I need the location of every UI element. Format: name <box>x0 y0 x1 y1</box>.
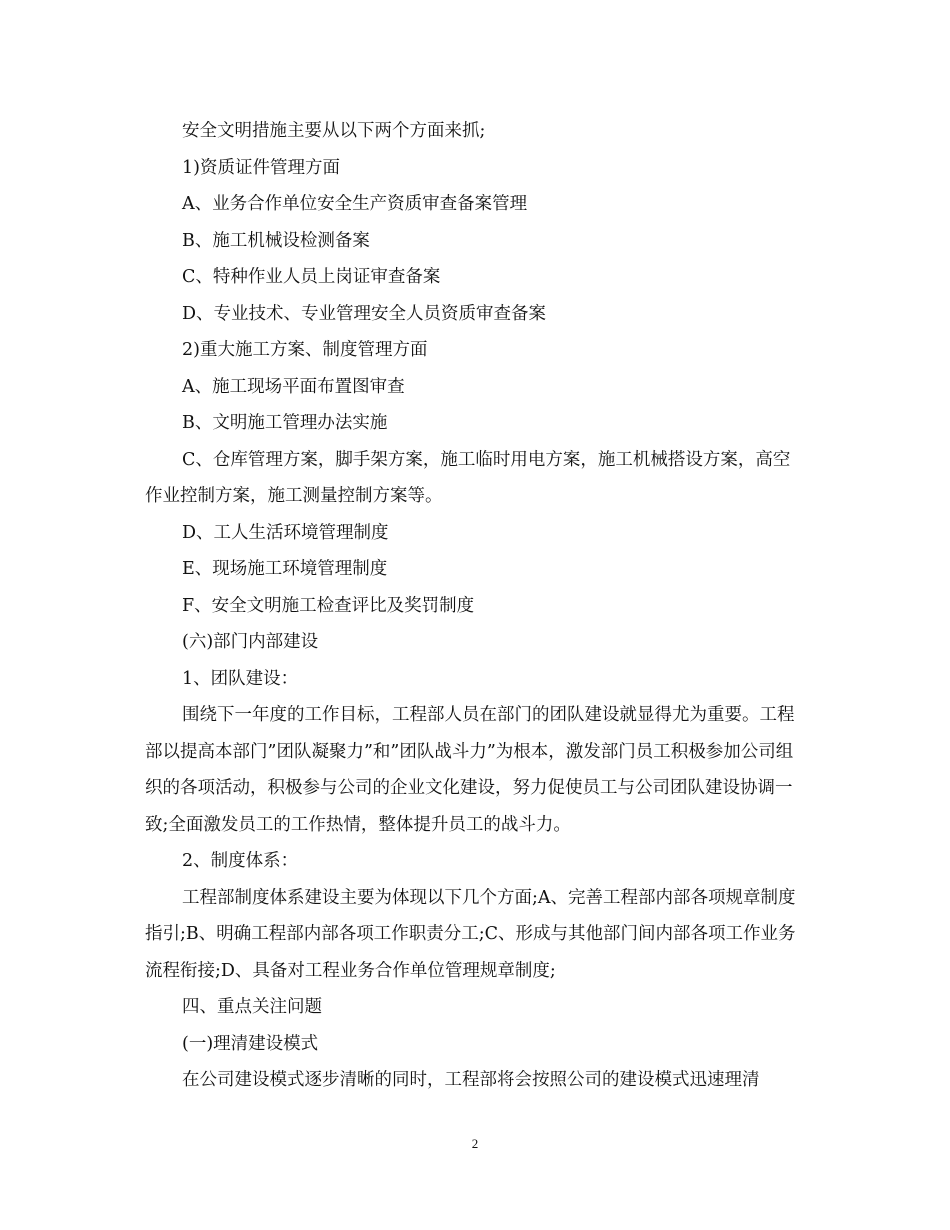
subsection-heading: (一)理清建设模式 <box>182 1033 319 1054</box>
list-item: C、特种作业人员上岗证审查备案 <box>182 267 441 287</box>
section-heading: 1)资质证件管理方面 <box>182 157 340 178</box>
subsection-heading: 1、团队建设： <box>182 668 299 689</box>
list-item: D、专业技术、专业管理安全人员资质审查备案 <box>182 303 547 324</box>
subsection-heading: 2、制度体系： <box>182 851 299 871</box>
list-item: B、文明施工管理办法实施 <box>182 413 388 433</box>
list-item: F、安全文明施工检查评比及奖罚制度 <box>182 595 475 616</box>
document-body <box>145 113 805 1099</box>
paragraph: 安全文明措施主要从以下两个方面来抓; <box>182 121 486 141</box>
section-heading: 2)重大施工方案、制度管理方面 <box>182 340 428 360</box>
list-item: C、仓库管理方案，脚手架方案，施工临时用电方案，施工机械搭设方案，高空作业控制方案，施工测量控制方案等。 <box>145 449 791 506</box>
paragraph: 在公司建设模式逐步清晰的同时，工程部将会按照公司的建设模式迅速理清 <box>182 1070 760 1090</box>
paragraph: 工程部制度体系建设主要为体现以下几个方面;A、完善工程部内部各项规章制度指引;B、明确工程部内部各项工作职责分工;C、形成与其他部门间内部各项工作业务流程衔接;D、具备对工程业务合作单位管理规章制度; <box>145 887 796 981</box>
list-item: D、工人生活环境管理制度 <box>182 522 389 543</box>
list-item: B、施工机械设检测备案 <box>182 230 370 251</box>
paragraph: 围绕下一年度的工作目标，工程部人员在部门的团队建设就显得尤为重要。工程部以提高本部门”团队凝聚力”和”团队战斗力”为根本，激发部门员工积极参加公司组织的各项活动，积极参与公司的企业文化建设，努力促使员工与公司团队建设协调一致;全面激发员工的工作热情，整体提升员工的战斗力。 <box>145 705 795 835</box>
section-heading: (六)部门内部建设 <box>182 632 319 652</box>
list-item: A、施工现场平面布置图审查 <box>182 376 405 397</box>
section-heading: 四、重点关注问题 <box>182 997 322 1017</box>
page-number: 2 <box>471 1136 479 1151</box>
list-item: E、现场施工环境管理制度 <box>182 559 388 579</box>
list-item: A、业务合作单位安全生产资质审查备案管理 <box>182 194 528 214</box>
